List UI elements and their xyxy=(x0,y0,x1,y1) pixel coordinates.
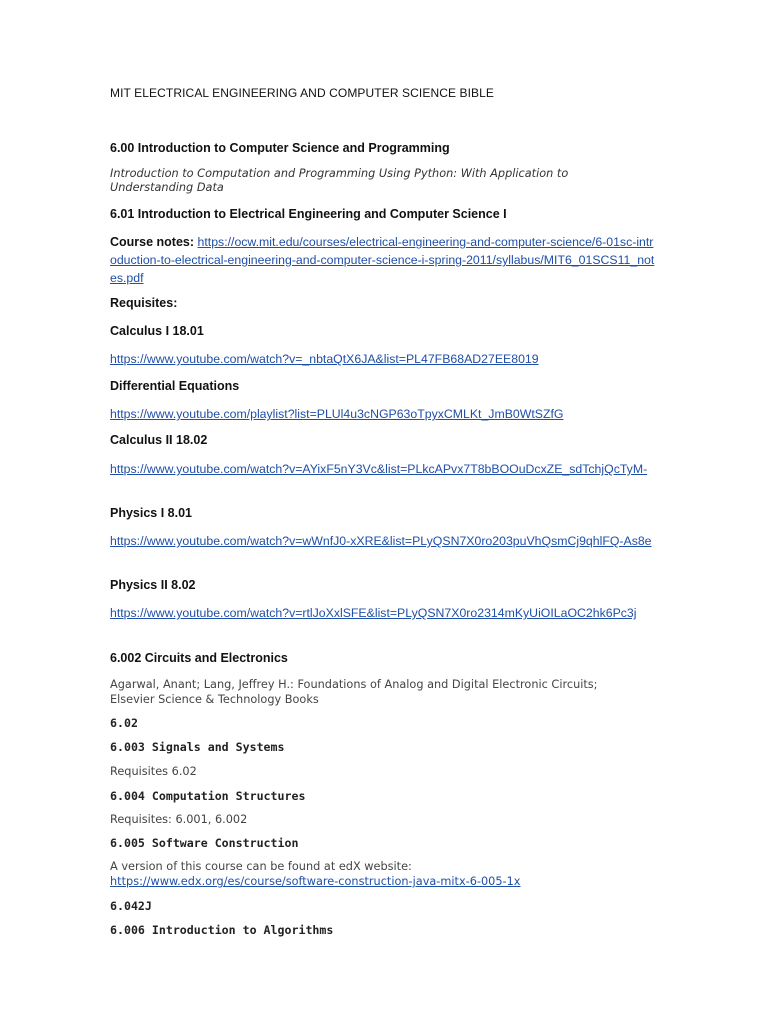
course-602-heading: 6.02 xyxy=(110,716,138,730)
requisite-link-differential-equations xyxy=(110,405,670,423)
course-600-book: Introduction to Computation and Programming Using Python: With Application to Understanding Data xyxy=(110,167,569,194)
course-6004-requisites: Requisites: 6.001, 6.002 xyxy=(110,813,248,826)
requisite-url-differential-equations[interactable]: https://www.youtube.com/playlist?list=PLUl4u3cNGP63oTpyxCMLKt_JmB0WtSZfG xyxy=(110,407,564,421)
course-6003-requisites: Requisites 6.02 xyxy=(110,765,197,778)
course-notes-paragraph xyxy=(110,233,660,287)
course-6006-heading: 6.006 Introduction to Algorithms xyxy=(110,923,334,937)
course-6002-heading: 6.002 Circuits and Electronics xyxy=(110,651,288,665)
course-6003-heading: 6.003 Signals and Systems xyxy=(110,740,285,754)
requisite-name-physics-1: Physics I 8.01 xyxy=(110,506,193,520)
requisite-url-calculus-2[interactable]: https://www.youtube.com/watch?v=AYixF5nY3Vc&list=PLkcAPvx7T8bBOOuDcxZE_sdTchjQcTyM- xyxy=(110,462,648,476)
requisite-url-physics-2[interactable]: https://www.youtube.com/watch?v=rtlJoXxlSFE&list=PLyQSN7X0ro2314mKyUiOILaOC2hk6Pc3j xyxy=(110,606,637,620)
requisite-link-physics-2 xyxy=(110,604,662,622)
requisite-name-calculus-1: Calculus I 18.01 xyxy=(110,324,204,338)
requisite-link-calculus-1 xyxy=(110,350,670,368)
requisites-label: Requisites: xyxy=(110,296,178,310)
requisite-name-physics-2: Physics II 8.02 xyxy=(110,578,196,592)
requisite-url-physics-1[interactable]: https://www.youtube.com/watch?v=wWnfJ0-xXRE&list=PLyQSN7X0ro203puVhQsmCj9qhlFQ-As8e xyxy=(110,534,652,548)
course-601-heading: 6.01 Introduction to Electrical Engineering and Computer Science I xyxy=(110,207,507,221)
course-notes-link[interactable]: https://ocw.mit.edu/courses/electrical-engineering-and-computer-science/6-01sc-introduction-to-electrical-engineering-and-computer-science-i-spring-2011/syllabus/MIT6_01SCS11_notes.pdf xyxy=(110,235,655,285)
course-6005-description xyxy=(110,859,610,889)
requisite-name-differential-equations: Differential Equations xyxy=(110,379,240,393)
document-title: MIT ELECTRICAL ENGINEERING AND COMPUTER SCIENCE BIBLE xyxy=(110,86,495,100)
course-6005-link[interactable]: https://www.edx.org/es/course/software-construction-java-mitx-6-005-1x xyxy=(110,875,521,888)
requisite-url-calculus-1[interactable]: https://www.youtube.com/watch?v=_nbtaQtX6JA&list=PL47FB68AD27EE8019 xyxy=(110,352,539,366)
course-600-heading: 6.00 Introduction to Computer Science and Programming xyxy=(110,141,450,155)
course-6005-heading: 6.005 Software Construction xyxy=(110,836,299,850)
course-6005-note: A version of this course can be found at edX website: xyxy=(110,860,412,873)
course-6042j-heading: 6.042J xyxy=(110,899,152,913)
requisite-link-physics-1 xyxy=(110,532,662,550)
course-6002-book: Agarwal, Anant; Lang, Jeffrey H.: Foundations of Analog and Digital Electronic Circuits; Elsevier Science & Technology Books xyxy=(110,678,598,706)
requisite-link-calculus-2 xyxy=(110,460,662,478)
course-notes-label: Course notes: xyxy=(110,235,195,249)
course-6004-heading: 6.004 Computation Structures xyxy=(110,789,306,803)
requisite-name-calculus-2: Calculus II 18.02 xyxy=(110,433,208,447)
